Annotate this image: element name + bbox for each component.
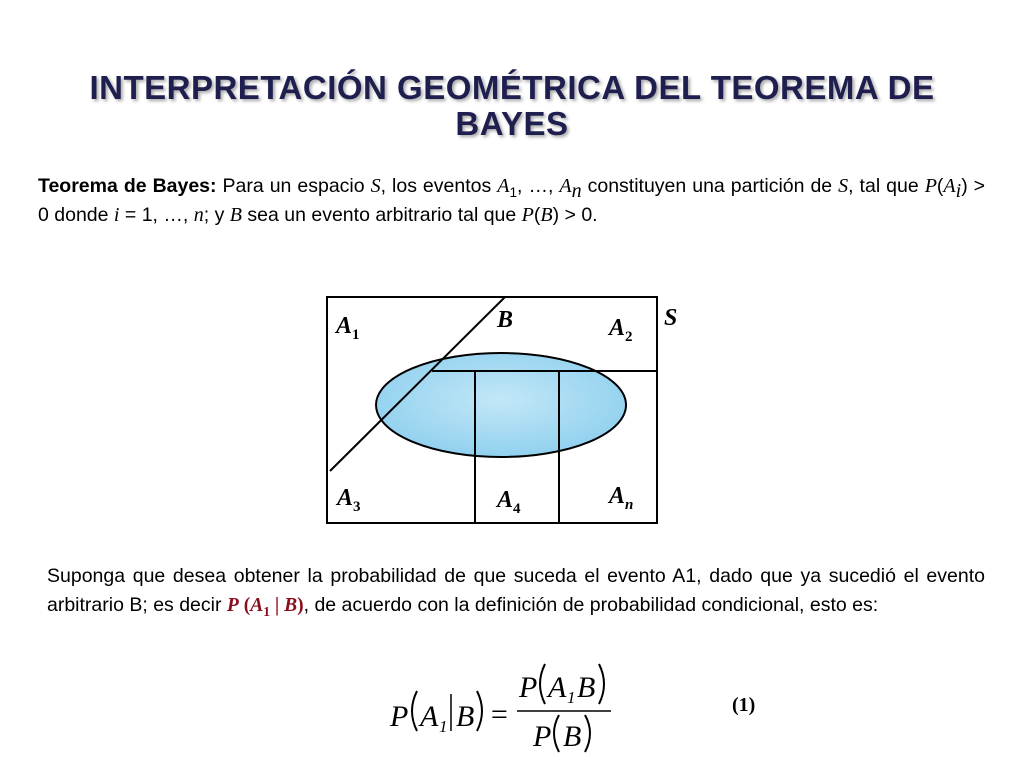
symbol-n: n — [193, 204, 204, 226]
eq-lhs-B: B — [456, 700, 475, 733]
symbol-i: i — [113, 204, 120, 226]
theorem-text: constituyen una partición de — [587, 175, 833, 197]
label-An: $A_n$ — [609, 483, 634, 513]
eq-num-open-paren — [540, 664, 545, 704]
label-A4: $A_4$ — [497, 487, 521, 517]
expr-A: A — [250, 595, 264, 616]
theorem-text: ) > 0. — [552, 204, 598, 226]
theorem-paragraph: Teorema de Bayes: Para un espacio S, los eventos $A_1$, …, $A_n$ constituyen una partición de S, tal que $P(A_i) > 0$ donde i = 1, …, n; y B sea un evento arbitrario tal que P(B) > 0. — [38, 175, 986, 226]
symbol-S: S — [838, 175, 849, 197]
theorem-text: Para un espacio — [222, 175, 365, 197]
ellipsis: … — [528, 175, 548, 197]
expr-B: B — [284, 595, 298, 616]
eq-num-A: A — [548, 671, 567, 704]
theorem-text: sea un evento arbitrario tal que — [247, 204, 517, 226]
expr-subscript: 1 — [263, 603, 271, 619]
theorem-text: ) > 0 donde — [38, 175, 986, 226]
subscript: 1 — [509, 184, 518, 200]
label-A1: $A_1$ — [336, 313, 360, 343]
subscript: n — [571, 179, 582, 202]
expr-paren: ) — [297, 595, 304, 616]
eq-den-open-paren — [554, 715, 559, 752]
label-S: S — [664, 305, 678, 331]
symbol-A: A — [559, 175, 572, 197]
label-B: B — [497, 307, 514, 333]
paragraph-text: , de acuerdo con la definición de probabilidad condicional, esto es: — [303, 594, 879, 616]
theorem-text: = 1, — [124, 204, 158, 226]
subscript: i — [955, 179, 962, 202]
eq-num-P: P — [519, 671, 538, 704]
symbol-P: P — [924, 175, 937, 197]
eq-lhs-close-paren — [477, 691, 482, 731]
eq-lhs-A: A — [420, 700, 439, 733]
symbol-A: A — [497, 175, 510, 197]
symbol-P: P — [521, 204, 534, 226]
theorem-text: ; y — [203, 204, 225, 226]
symbol-B: B — [229, 204, 242, 226]
expr-paren: ( — [243, 595, 251, 616]
label-A3: $A_3$ — [337, 485, 361, 515]
comma: , — [517, 175, 523, 197]
expr-P: P — [226, 595, 239, 616]
eq-lhs-subscript: 1 — [439, 717, 448, 736]
eq-den-P: P — [533, 720, 552, 753]
theorem-text: , tal que — [848, 175, 919, 197]
theorem-text: , los eventos — [380, 175, 492, 197]
comma: , — [547, 175, 554, 197]
symbol-S: S — [370, 175, 381, 197]
symbol-B: B — [540, 204, 553, 226]
expr-bar: | — [274, 595, 280, 616]
label-A2: $A_2$ — [609, 315, 633, 345]
eq-den-close-paren — [585, 715, 590, 752]
eq-lhs-P: P — [390, 700, 409, 733]
paragraph-text: Suponga que desea obtener la probabilidad de que suceda el evento A1, dado que ya sucedió el evento arbitrario B; es decir — [47, 565, 985, 616]
equation-number: (1) — [732, 694, 756, 716]
ellipsis: … — [163, 204, 183, 226]
comma: , — [182, 204, 189, 226]
slide-title: INTERPRETACIÓN GEOMÉTRICA DEL TEOREMA DE BAYES — [89, 69, 935, 142]
eq-equals: = — [489, 698, 510, 731]
eq-den-B: B — [563, 720, 582, 753]
theorem-heading: Teorema de Bayes: — [38, 175, 217, 197]
eq-lhs-open-paren — [412, 691, 417, 731]
eq-num-close-paren — [599, 664, 604, 704]
eq-num-subscript: 1 — [567, 688, 576, 707]
symbol-A: A — [943, 175, 956, 197]
eq-num-B: B — [577, 671, 596, 704]
